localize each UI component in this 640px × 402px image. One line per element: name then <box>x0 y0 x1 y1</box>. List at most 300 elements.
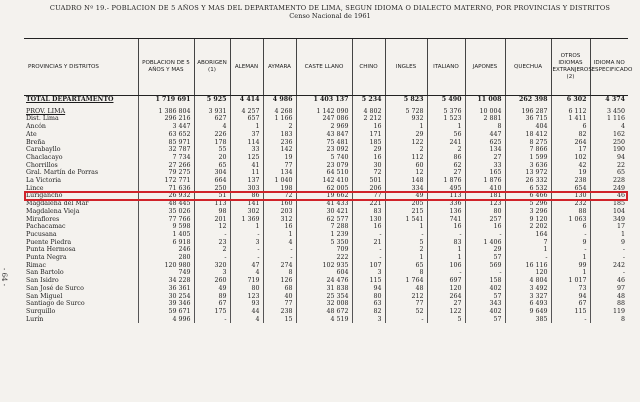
table-cell: 222 <box>296 254 352 262</box>
table-cell: 1 876 <box>427 177 465 185</box>
table-row <box>24 185 628 193</box>
table-subtitle: Censo Nacional de 1961 <box>289 12 371 20</box>
table-cell: 27 <box>427 300 465 308</box>
table-cell: 62 577 <box>296 216 352 224</box>
col-header-ingles: INGLES <box>385 39 427 96</box>
table-cell: 5 728 <box>385 108 427 116</box>
table-cell: 4 414 <box>230 96 263 104</box>
table-cell: 3 636 <box>505 162 551 170</box>
table-cell: 6 112 <box>551 108 590 116</box>
table-cell: - <box>590 246 628 254</box>
district-name: Miraflores <box>26 215 60 223</box>
table-cell: 8 <box>263 269 296 277</box>
table-cell: 20 <box>194 154 230 162</box>
table-cell: 42 <box>551 162 590 170</box>
table-cell: 44 <box>230 308 263 316</box>
table-cell: 5 925 <box>194 96 230 104</box>
table-cell: 142 <box>263 146 296 154</box>
table-cell: 215 <box>385 208 427 216</box>
district-name: Rimac <box>26 261 47 269</box>
col-header-quechua: QUECHUA <box>505 39 551 96</box>
table-cell: 134 <box>465 146 505 154</box>
table-cell: 22 <box>590 162 628 170</box>
table-cell: 35 026 <box>138 208 194 216</box>
page-number: - 64 - <box>0 268 8 287</box>
col-header-japones: JAPONES <box>465 39 505 96</box>
table-cell: 148 <box>385 177 427 185</box>
table-row <box>24 223 628 231</box>
table-cell: 67 <box>551 300 590 308</box>
district-name: San Isidro <box>26 277 59 285</box>
table-cell: - <box>551 231 590 239</box>
table-cell: 16 <box>352 154 385 162</box>
table-cell: - <box>505 254 551 262</box>
table-cell: 160 <box>263 200 296 208</box>
table-row <box>24 262 628 270</box>
table-cell: - <box>590 269 628 277</box>
table-cell: 5 740 <box>296 154 352 162</box>
table-cell: 107 <box>352 262 385 270</box>
table-cell: 4 374 <box>590 96 628 104</box>
table-cell: 6 302 <box>551 96 590 104</box>
table-cell: 8 275 <box>505 139 551 147</box>
table-row <box>24 231 628 239</box>
table-cell: 71 636 <box>138 185 194 193</box>
table-cell: 86 <box>427 154 465 162</box>
table-cell: 126 <box>263 277 296 285</box>
table-cell: 11 008 <box>465 96 505 104</box>
table-cell: 236 <box>263 139 296 147</box>
table-row <box>24 254 628 262</box>
table-cell: 62 <box>427 162 465 170</box>
table-cell: 27 266 <box>138 162 194 170</box>
table-cell: 19 <box>263 154 296 162</box>
table-cell: - <box>385 316 427 324</box>
table-cell: 1 <box>427 254 465 262</box>
table-cell: 73 <box>551 285 590 293</box>
population-table <box>24 38 633 323</box>
table-cell: 33 <box>230 146 263 154</box>
table-cell: 264 <box>427 293 465 301</box>
table-row <box>24 216 628 224</box>
table-cell: 104 <box>590 208 628 216</box>
table-row <box>24 239 628 247</box>
district-name: Punta Hermosa <box>26 246 76 254</box>
table-cell: 1 <box>385 123 427 131</box>
table-cell: 72 <box>263 192 296 200</box>
table-cell: - <box>427 231 465 239</box>
table-cell: 88 <box>590 300 628 308</box>
table-cell: 77 <box>352 192 385 200</box>
table-cell: - <box>194 316 230 324</box>
table-cell: 64 510 <box>296 169 352 177</box>
table-cell: 410 <box>465 185 505 193</box>
table-cell: 11 <box>230 169 263 177</box>
table-cell: 21 <box>352 239 385 247</box>
table-row <box>24 192 628 200</box>
table-cell: 1 541 <box>385 216 427 224</box>
table-cell: 125 <box>230 154 263 162</box>
table-cell: 36 715 <box>505 115 551 123</box>
table-cell: 932 <box>385 115 427 123</box>
table-cell: 1 <box>230 123 263 131</box>
table-row <box>24 146 628 154</box>
district-name: Dist. Lima <box>26 115 59 123</box>
table-cell: 1 239 <box>296 231 352 239</box>
table-cell: 4 802 <box>352 108 385 116</box>
table-cell: 80 <box>352 293 385 301</box>
table-cell: 262 398 <box>505 96 551 104</box>
table-cell: 32 787 <box>138 146 194 154</box>
table-cell: 29 <box>385 131 427 139</box>
table-cell: 102 935 <box>296 262 352 270</box>
table-cell: 98 <box>194 208 230 216</box>
table-cell: 697 <box>427 277 465 285</box>
table-row <box>24 285 628 293</box>
table-cell: - <box>194 254 230 262</box>
table-cell: 241 <box>427 139 465 147</box>
table-cell: 205 <box>385 200 427 208</box>
table-cell: 65 <box>385 262 427 270</box>
table-cell: 123 <box>465 200 505 208</box>
table-cell: 8 <box>385 269 427 277</box>
table-cell: 2 969 <box>296 123 352 131</box>
district-name: Lurigancho <box>26 192 63 200</box>
table-cell: - <box>427 269 465 277</box>
table-cell: 1 116 <box>590 115 628 123</box>
table-cell: 5 296 <box>505 200 551 208</box>
table-cell: 569 <box>465 262 505 270</box>
table-cell: 83 <box>352 208 385 216</box>
col-header-aymara: AYMARA <box>263 39 296 96</box>
table-cell: 112 <box>385 154 427 162</box>
table-cell: 52 <box>385 308 427 316</box>
table-cell: 48 445 <box>138 200 194 208</box>
table-cell: 24 476 <box>296 277 352 285</box>
table-cell: 1 166 <box>263 115 296 123</box>
table-cell: 40 <box>263 293 296 301</box>
table-row <box>24 131 628 139</box>
table-cell: 1 <box>230 223 263 231</box>
table-cell: 36 361 <box>138 285 194 293</box>
table-cell: 17 <box>551 146 590 154</box>
table-cell: 9 120 <box>505 216 551 224</box>
table-cell: 1 <box>385 223 427 231</box>
table-row <box>24 293 628 301</box>
table-cell: 30 254 <box>138 293 194 301</box>
table-cell: 3 931 <box>194 108 230 116</box>
table-cell: 6 <box>551 123 590 131</box>
table-cell: 2 881 <box>465 115 505 123</box>
table-cell: 16 <box>427 223 465 231</box>
table-cell: 63 652 <box>138 131 194 139</box>
table-row <box>24 115 628 123</box>
table-cell: 3 450 <box>590 108 628 116</box>
table-cell: 77 <box>385 300 427 308</box>
table-cell: 120 <box>427 285 465 293</box>
table-cell: 203 <box>263 208 296 216</box>
table-cell: 3 <box>352 269 385 277</box>
table-cell: 7 <box>505 239 551 247</box>
table-cell: 178 <box>194 139 230 147</box>
table-cell: 336 <box>427 200 465 208</box>
district-name: TOTAL DEPARTAMENTO <box>26 96 114 103</box>
district-name: Santiago de Surco <box>26 300 85 308</box>
district-name: Puente Piedra <box>26 238 72 246</box>
table-cell: 67 <box>194 300 230 308</box>
table-cell: 404 <box>505 123 551 131</box>
table-cell: 94 <box>590 154 628 162</box>
table-cell: 7 734 <box>138 154 194 162</box>
table-row <box>24 269 628 277</box>
table-cell: 221 <box>352 200 385 208</box>
table-cell: 34 228 <box>138 277 194 285</box>
table-cell: 89 <box>194 293 230 301</box>
table-cell: - <box>230 254 263 262</box>
table-cell: 5 <box>385 239 427 247</box>
table-cell: 115 <box>551 308 590 316</box>
table-row <box>24 200 628 208</box>
table-cell: 23 079 <box>296 162 352 170</box>
table-cell: 18 412 <box>505 131 551 139</box>
table-cell: 302 <box>230 208 263 216</box>
table-cell: 46 <box>590 277 628 285</box>
table-row <box>24 277 628 285</box>
table-cell: 741 <box>427 216 465 224</box>
table-cell: 654 <box>551 185 590 193</box>
table-cell: 88 <box>551 208 590 216</box>
table-cell: 1 719 691 <box>138 96 194 104</box>
table-cell: 232 <box>551 200 590 208</box>
table-cell: 49 <box>385 192 427 200</box>
table-row <box>24 177 628 185</box>
table-cell: 130 <box>551 192 590 200</box>
table-cell: 664 <box>194 177 230 185</box>
table-cell: 4 268 <box>263 108 296 116</box>
district-name: Surquillo <box>26 307 56 315</box>
table-cell: 206 <box>352 185 385 193</box>
table-cell: 249 <box>590 185 628 193</box>
table-cell: 85 971 <box>138 139 194 147</box>
table-cell: 3 <box>352 316 385 324</box>
table-cell: 296 216 <box>138 115 194 123</box>
table-cell: 49 <box>194 285 230 293</box>
table-cell: 119 <box>590 308 628 316</box>
district-name: Chaclacayo <box>26 153 63 161</box>
table-cell: 627 <box>194 115 230 123</box>
table-cell: 123 <box>230 293 263 301</box>
table-cell: 114 <box>230 139 263 147</box>
table-cell: 320 <box>194 262 230 270</box>
col-header-castellano: CASTE LLANO <box>296 39 352 96</box>
table-cell: 94 <box>551 293 590 301</box>
table-cell: 2 <box>385 146 427 154</box>
table-cell: 4 <box>230 316 263 324</box>
table-cell: 33 <box>465 162 505 170</box>
table-cell: 30 <box>352 162 385 170</box>
table-cell: 181 <box>465 192 505 200</box>
table-cell: 65 <box>590 169 628 177</box>
table-cell: 80 <box>230 285 263 293</box>
table-cell: 264 <box>551 139 590 147</box>
table-cell: 303 <box>230 185 263 193</box>
table-cell: 2 <box>385 246 427 254</box>
district-name: San José de Surco <box>26 284 84 292</box>
col-header-italiano: ITALIANO <box>427 39 465 96</box>
table-cell: 5 490 <box>427 96 465 104</box>
district-name: La Victoria <box>26 177 62 185</box>
table-cell: 1 <box>385 254 427 262</box>
table-cell: 29 <box>465 246 505 254</box>
district-name: San Bartolo <box>26 269 64 277</box>
table-cell: 1 142 090 <box>296 108 352 116</box>
table-cell: - <box>194 231 230 239</box>
table-cell: 1 040 <box>263 177 296 185</box>
table-cell: - <box>263 254 296 262</box>
table-cell: 247 086 <box>296 115 352 123</box>
col-header-aleman: ALEMAN <box>230 39 263 96</box>
table-cell: 16 <box>263 223 296 231</box>
table-title: CUADRO Nº 19.- POBLACION DE 5 AÑOS Y MAS DEL DEPARTAMENTO DE LIMA, SEGUN IDIOMA O DIALECTO MATERNO, POR PROVINCIAS Y DISTRITOS <box>49 4 611 12</box>
table-cell: 2 212 <box>352 115 385 123</box>
table-cell: 1 599 <box>505 154 551 162</box>
table-cell: 77 <box>263 162 296 170</box>
table-cell: 1 411 <box>551 115 590 123</box>
table-cell: 130 <box>352 216 385 224</box>
district-name: Magdalena del Mar <box>26 200 89 208</box>
table-row <box>24 162 628 170</box>
table-cell: 142 410 <box>296 177 352 185</box>
table-cell: 260 <box>194 277 230 285</box>
table-cell: 3 <box>194 269 230 277</box>
col-header-population: POBLACION DE 5 AÑOS Y MAS <box>138 39 194 96</box>
table-cell: 25 354 <box>296 293 352 301</box>
table-cell: 185 <box>352 139 385 147</box>
table-cell: 1 406 <box>465 239 505 247</box>
table-cell: 1 386 804 <box>138 108 194 116</box>
table-cell: 19 662 <box>296 192 352 200</box>
table-cell: 312 <box>263 216 296 224</box>
table-cell: 201 <box>194 216 230 224</box>
table-cell: 172 771 <box>138 177 194 185</box>
col-header-otros: OTROS IDIOMAS EXTRANJEROS (2) <box>551 39 590 96</box>
table-cell: 86 <box>230 192 263 200</box>
table-cell: 4 519 <box>296 316 352 324</box>
table-cell: 447 <box>465 131 505 139</box>
table-cell: 1 405 <box>138 231 194 239</box>
table-cell: 9 598 <box>138 223 194 231</box>
table-cell: 137 <box>230 177 263 185</box>
table-cell: 164 <box>505 231 551 239</box>
table-cell: 27 <box>427 169 465 177</box>
table-cell: 16 116 <box>505 262 551 270</box>
district-name: Pucusana <box>26 230 57 238</box>
district-name: Breña <box>26 138 46 146</box>
table-cell: 62 005 <box>296 185 352 193</box>
table-row <box>24 300 628 308</box>
table-cell: 141 <box>230 200 263 208</box>
table-cell: 122 <box>385 139 427 147</box>
table-cell: 1 403 137 <box>296 96 352 104</box>
table-cell: 134 <box>263 169 296 177</box>
district-name: Ate <box>26 130 37 138</box>
table-cell: 115 <box>352 277 385 285</box>
table-cell: 719 <box>230 277 263 285</box>
table-cell: 625 <box>465 139 505 147</box>
table-cell: 59 671 <box>138 308 194 316</box>
table-cell: 709 <box>296 246 352 254</box>
table-cell: 4 <box>263 239 296 247</box>
table-cell: 37 <box>230 131 263 139</box>
table-cell: 657 <box>230 115 263 123</box>
table-cell: 79 275 <box>138 169 194 177</box>
table-cell: 8 <box>465 123 505 131</box>
table-cell: 2 <box>263 123 296 131</box>
table-cell: 136 <box>427 208 465 216</box>
table-cell: 158 <box>465 277 505 285</box>
table-cell: 1 <box>427 246 465 254</box>
table-cell: 4 <box>194 123 230 131</box>
table-cell: 242 <box>590 262 628 270</box>
table-cell: 99 <box>551 262 590 270</box>
table-cell: 198 <box>263 185 296 193</box>
table-cell: 3 296 <box>505 208 551 216</box>
table-cell: - <box>551 246 590 254</box>
table-cell: 185 <box>590 200 628 208</box>
table-cell: 9 <box>590 239 628 247</box>
table-cell: 3 492 <box>505 285 551 293</box>
table-cell: 175 <box>194 308 230 316</box>
table-cell: 495 <box>427 185 465 193</box>
table-cell: 162 <box>590 131 628 139</box>
table-cell: 41 433 <box>296 200 352 208</box>
table-cell: 1 <box>551 254 590 262</box>
table-cell: 9 <box>551 239 590 247</box>
table-cell: 226 <box>194 131 230 139</box>
table-cell: 97 <box>590 285 628 293</box>
table-cell: 48 <box>590 293 628 301</box>
table-cell: 113 <box>194 200 230 208</box>
table-cell: 9 649 <box>505 308 551 316</box>
table-cell: 3 447 <box>138 123 194 131</box>
table-cell: 106 <box>427 262 465 270</box>
table-cell: 122 <box>427 308 465 316</box>
table-cell: 349 <box>590 216 628 224</box>
table-cell: 4 804 <box>505 277 551 285</box>
table-cell: 16 <box>465 223 505 231</box>
table-cell: 65 <box>194 162 230 170</box>
table-cell: 402 <box>465 285 505 293</box>
table-cell: 5 <box>427 316 465 324</box>
district-name: Pachacamac <box>26 223 66 231</box>
table-cell: 274 <box>263 262 296 270</box>
table-cell: 246 <box>138 246 194 254</box>
table-cell: 60 <box>385 162 427 170</box>
table-cell: 48 <box>385 285 427 293</box>
table-cell: 46 <box>590 192 628 200</box>
table-cell: 1 <box>505 246 551 254</box>
table-cell: 63 <box>352 300 385 308</box>
table-cell: 402 <box>465 308 505 316</box>
table-row <box>24 246 628 254</box>
district-name: PROV. LIMA <box>26 107 66 115</box>
table-cell: 43 847 <box>296 131 352 139</box>
table-cell: - <box>230 231 263 239</box>
table-cell: 1 876 <box>465 177 505 185</box>
table-cell: 29 <box>352 146 385 154</box>
table-cell: 1 523 <box>427 115 465 123</box>
table-cell: 23 092 <box>296 146 352 154</box>
